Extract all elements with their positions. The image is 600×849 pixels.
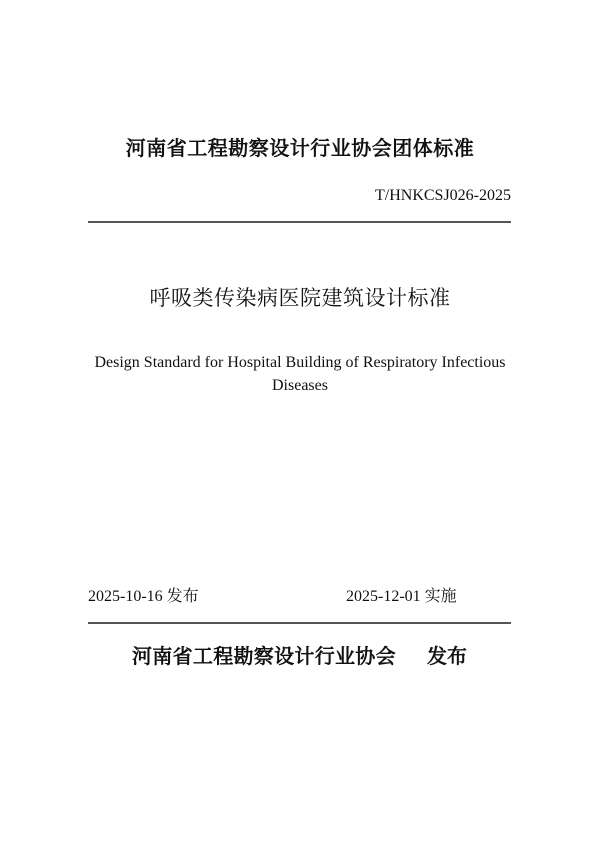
standard-number: T/HNKCSJ026-2025 [374,187,511,204]
issuer-name: 河南省工程勘察设计行业协会 [132,644,396,668]
document-title-chinese: 呼吸类传染病医院建筑设计标准 [149,286,451,310]
bottom-divider [88,622,511,624]
issuer-action: 发布 [427,644,467,668]
publish-date: 2025-10-16 发布 [88,588,199,605]
implement-date: 2025-12-01 实施 [346,588,457,605]
top-divider [88,221,511,223]
organization-standard-heading: 河南省工程勘察设计行业协会团体标准 [125,136,475,160]
document-title-english: Design Standard for Hospital Building of Respiratory Infectious Diseases [94,354,506,394]
